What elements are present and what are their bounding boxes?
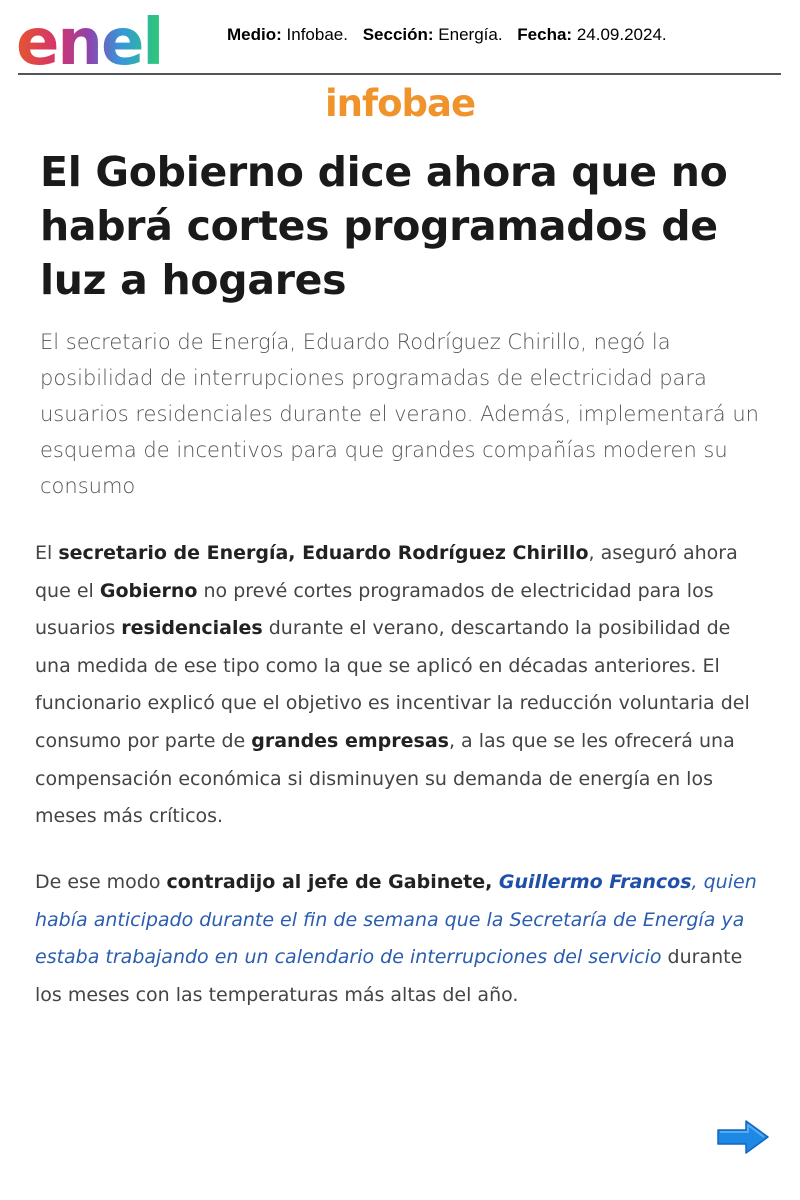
bold-run: Gobierno — [99, 579, 198, 602]
fecha-value: 24.09.2024. — [576, 25, 667, 44]
article-lead: El secretario de Energía, Eduardo Rodríguez Chirillo, negó la posibilidad de interrupciones programadas de electricidad para usuarios residenciales durante el verano. Además, implementará un esquema de incentivos para que grandes compañías moderen su consumo — [40, 330, 759, 498]
article-paragraph-2 — [35, 864, 765, 1014]
fecha-label: Fecha: — [517, 25, 573, 44]
svg-text:enel: enel — [16, 8, 163, 70]
enel-logo — [14, 8, 180, 70]
header-divider — [18, 73, 781, 75]
press-clipping-header — [0, 0, 800, 76]
quoted-link-text[interactable]: , quien había anticipado durante el fin de semana que la Secretaría de Energía ya estaba trabajando en un calendario de interrupciones del servicio — [35, 871, 757, 969]
article-headline: El Gobierno dice ahora que no habrá cortes programados de luz a hogares — [40, 148, 728, 304]
medio-label: Medio: — [227, 25, 282, 44]
bold-run: residenciales — [121, 617, 263, 640]
text-run: El — [35, 542, 59, 564]
text-run: De ese modo — [35, 871, 167, 893]
bold-run: contradijo al jefe de Gabinete, — [166, 871, 499, 893]
bold-run: secretario de Energía, Eduardo Rodríguez Chirillo — [58, 542, 589, 564]
seccion-value: Energía. — [438, 25, 503, 44]
text-run: durante el verano, descartando la posibilidad de una medida de ese tipo como la que se aplicó en décadas anteriores. El funcionario explicó que el objetivo es incentivar la reducción voluntaria del consumo por parte de — [35, 617, 750, 752]
seccion-label: Sección: — [362, 25, 434, 44]
medio-value: Infobae. — [286, 25, 348, 44]
text-run: durante los meses con las temperaturas más altas del año. — [35, 946, 743, 1006]
article-paragraph-1 — [35, 535, 765, 836]
text-run: , a las que se les ofrecerá una compensación económica si disminuyen su demanda de energía en los meses más críticos. — [35, 729, 735, 828]
bold-run: grandes empresas — [251, 729, 449, 752]
guillermo-francos-link[interactable]: Guillermo Francos — [498, 871, 692, 893]
text-run: no prevé cortes programados de electricidad para los usuarios — [35, 579, 714, 640]
text-run: , aseguró ahora que el — [35, 542, 738, 602]
arrow-right-icon[interactable] — [716, 1118, 770, 1156]
clipping-meta — [227, 25, 667, 45]
infobae-logo: infobae — [324, 82, 476, 125]
